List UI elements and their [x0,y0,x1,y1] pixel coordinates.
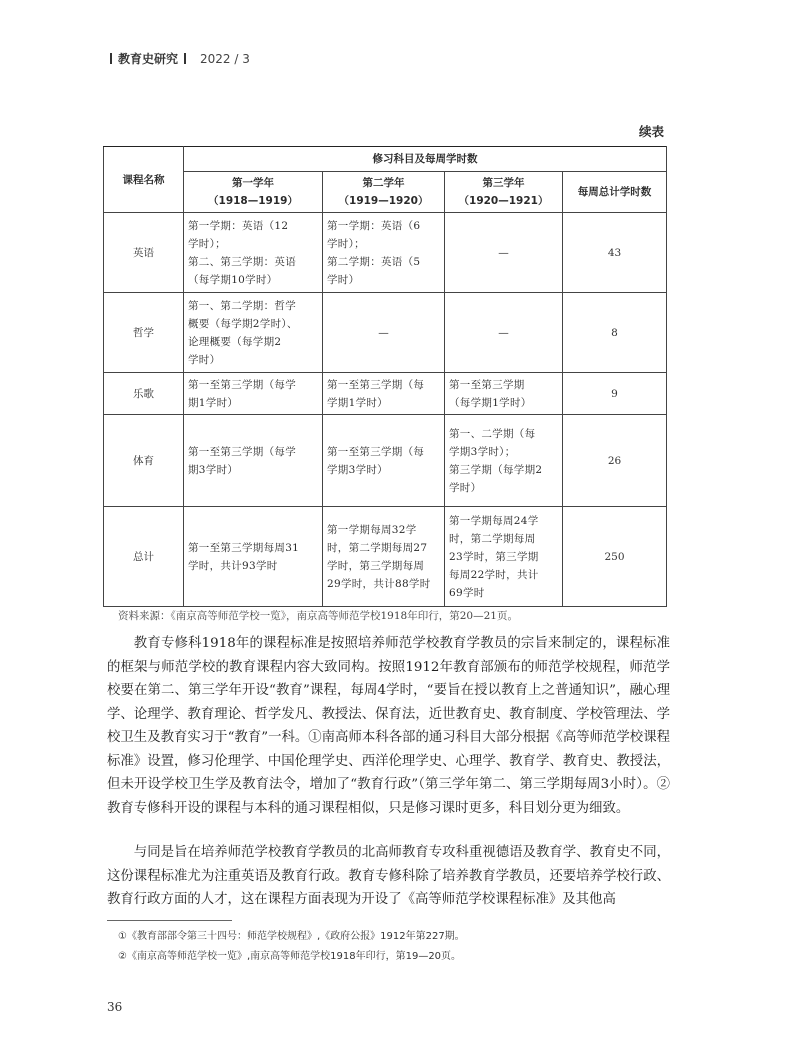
table-row [104,507,667,607]
cell-line: 第一至第三学期（每 [327,445,425,458]
footnote: ①《教育部部令第三十四号：师范学校规程》,《政府公报》1912年第227期。 [118,931,465,942]
total-hours-cell: 43 [563,213,667,293]
total-hours-cell: 250 [563,507,667,607]
course-name-cell: 乐歌 [104,373,184,415]
total-hours-cell: 8 [563,293,667,373]
page-number: 36 [107,1000,123,1014]
year1-header: 第一学年 （1918—1919） [184,172,323,213]
year2-cell [323,373,445,415]
cell-line: 第二、第三学期：英语 [188,255,296,268]
cell-line: 第一学期每周24学 [449,514,539,527]
cell-line: 第一至第三学期 [449,378,525,391]
table-row [104,415,667,507]
total-hours-header: 每周总计学时数 [563,172,667,213]
cell-line: 学时） [449,481,482,494]
cell-line: 学期3学时） [327,463,388,476]
source-note: 资料来源：《南京高等师范学校一览》，南京高等师范学校1918年印行，第20—21页。 [118,610,518,622]
total-hours-cell: 9 [563,373,667,415]
cell-line: 第一学期：英语（6 [327,219,421,232]
cell-line: 每周22学时，共计 [449,568,539,581]
total-hours-cell: 26 [563,415,667,507]
cell-line: 期3学时） [188,463,239,476]
footnote: ②《南京高等师范学校一览》,南京高等师范学校1918年印行，第19—20页。 [118,951,462,962]
year3-cell: — [445,293,563,373]
footnotes [118,927,465,967]
year2-cell [323,507,445,607]
cell-line: 学时） [188,353,221,366]
year1-cell [184,507,323,607]
cell-line: （每学期1学时） [449,396,532,409]
cell-line: 第一、二学期（每 [449,427,536,440]
cell-line: 第一至第三学期（每学 [188,445,296,458]
year1-cell [184,373,323,415]
cell-line: 第一学期：英语（12 [188,219,289,232]
cell-line: 学时，共计93学时 [188,559,278,572]
cell-line: 学期1学时） [327,396,388,409]
year2-header: 第二学年 （1919—1920） [323,172,445,213]
issue-number: 2022 / 3 [200,52,250,66]
cell-line: 期1学时） [188,396,239,409]
year1-cell [184,293,323,373]
header-bar-right [184,53,186,64]
cell-line: 第二学期：英语（5 [327,255,421,268]
cell-line: 第一、第二学期：哲学 [188,299,296,312]
body-paragraph: 教育专修科1918年的课程标准是按照培养师范学校教育学教员的宗旨来制定的，课程标准的框架与师范学校的教育课程内容大致同构。按照1912年教育部颁布的师范学校规程，师范学校要在第二、第三学年开设“教育”课程，每周4学时，“要旨在授以教育上之普通知识”，融心理学、论理学、教育理论、哲学发凡、教授法、保育法，近世教育史、教育制度、学校管理法、学校卫生及教育实习于“教育”一科。①南高师本科各部的通习科目大部分根据《高等师范学校课程标准》设置，修习伦理学、中国伦理学史、西洋伦理学史、心理学、教育学、教育史、教授法，但未开设学校卫生学及教育法令，增加了“教育行政”（第三学年第二、第三学期每周3小时）。②教育专修科开设的课程与本科的通习课程相似，只是修习课时更多，科目划分更为细致。 [107,636,670,816]
year1-cell [184,213,323,293]
course-name-cell: 英语 [104,213,184,293]
continued-table-label: 续表 [638,124,664,139]
course-name-cell: 体育 [104,415,184,507]
cell-line: 学时）； [327,237,365,250]
journal-title: 教育史研究 [118,52,179,66]
year3-cell [445,415,563,507]
cell-line: 学时） [327,273,360,286]
cell-line: 第一至第三学期（每 [327,378,425,391]
cell-line: 第一至第三学期每周31 [188,541,300,554]
table-row [104,373,667,415]
year3-header: 第三学年 （1920—1921） [445,172,563,213]
cell-line: 时，第二学期每周 [449,532,536,545]
cell-line: 论理概要（每学期2 [188,335,282,348]
cell-line: 学时）； [188,237,226,250]
course-name-cell: 总计 [104,507,184,607]
year3-cell: — [445,213,563,293]
cell-line: 29学时，共计88学时 [327,577,431,590]
cell-line: 第一至第三学期（每学 [188,378,296,391]
cell-line: （每学期10学时） [188,273,278,286]
group-header: 修习科目及每周学时数 [184,147,667,172]
year3-cell [445,373,563,415]
cell-line: 第一学期每周32学 [327,523,417,536]
course-name-cell: 哲学 [104,293,184,373]
year3-cell [445,507,563,607]
course-name-header: 课程名称 [104,147,184,213]
cell-line: 时，第二学期每周27 [327,541,428,554]
table-row [104,293,667,373]
year2-cell [323,415,445,507]
cell-line: 学时，第三学期每周 [327,559,425,572]
body-paragraph: 与同是旨在培养师范学校教育学教员的北高师教育专攻科重视德语及教育学、教育史不同，这份课程标准尤为注重英语及教育行政。教育专修科除了培养教育学教员，还要培养学校行政、教育行政方面的人才，这在课程方面表现为开设了《高等师范学校课程标准》及其他高 [107,845,670,907]
table-row [104,213,667,293]
cell-line: 23学时，第三学期 [449,550,539,563]
cell-line: 学期3学时）； [449,445,516,458]
running-header [110,50,250,67]
year1-cell [184,415,323,507]
header-bar-left [110,53,112,64]
footnote-divider [107,920,232,921]
cell-line: 概要（每学期2学时）、 [188,317,298,330]
cell-line: 69学时 [449,586,485,599]
year2-cell [323,213,445,293]
cell-line: 第三学期（每学期2 [449,463,543,476]
course-table [103,146,667,607]
year2-cell: — [323,293,445,373]
